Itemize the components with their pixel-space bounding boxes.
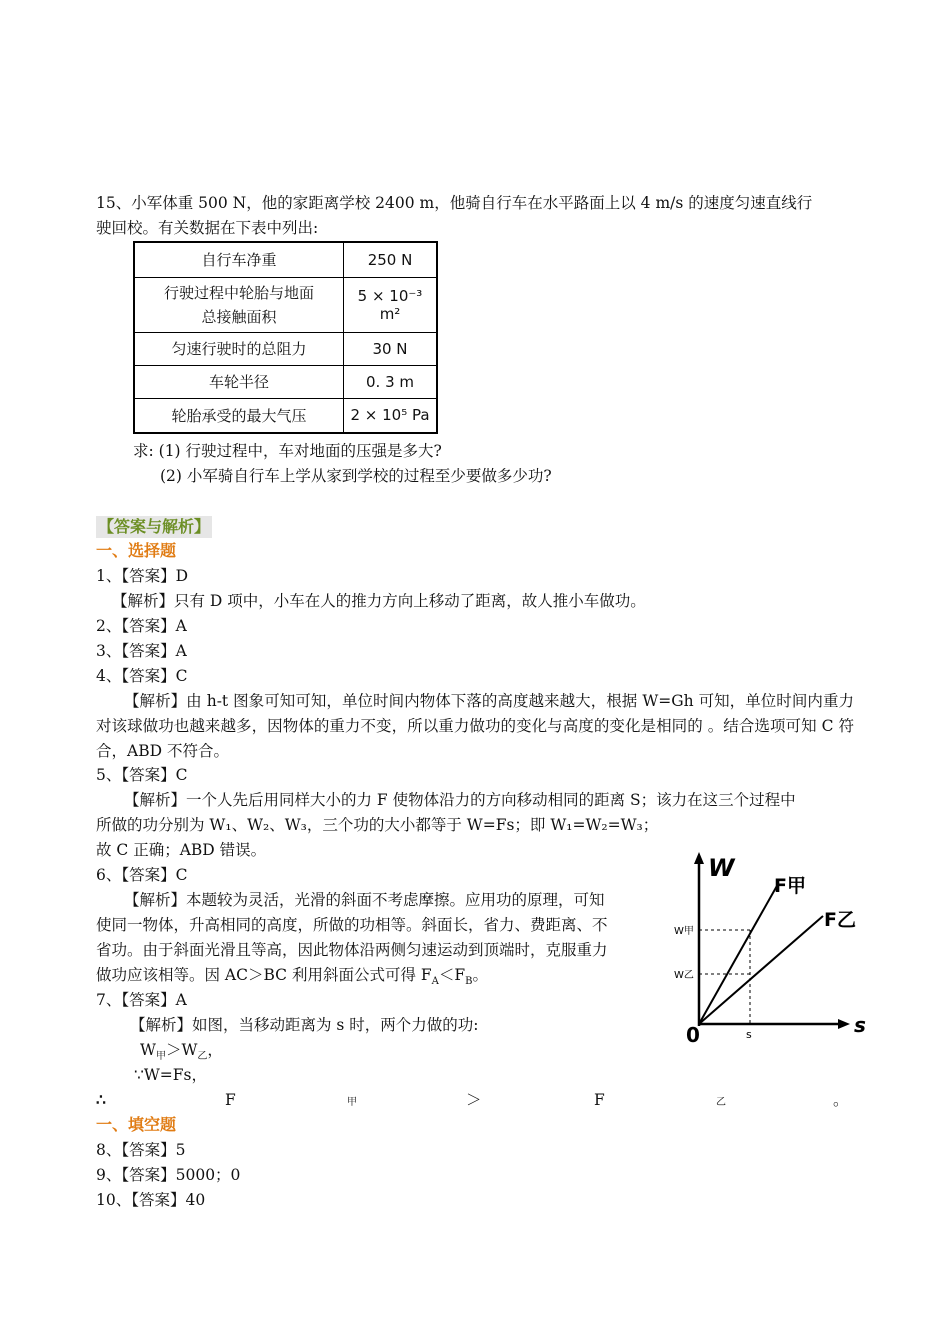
e7-sub-jia: 甲: [155, 1051, 166, 1063]
answer-7: 7、【答案】A: [96, 991, 187, 1009]
explanation-4: [96, 689, 854, 764]
tick-w-yi: W乙: [674, 970, 694, 981]
e6-sub-a: A: [431, 976, 439, 988]
e7-w: W: [140, 1041, 156, 1059]
x-axis-label: s: [854, 1013, 866, 1037]
answers-header: 【答案与解析】: [98, 517, 211, 536]
e7-f2: F: [594, 1091, 605, 1109]
explanation-5-line1: 【解析】一个人先后用同样大小的力 F 使物体沿力的方向移动相同的距离 S；该力在这三个过程中: [124, 791, 796, 809]
e7-gt: ＞W: [165, 1041, 198, 1059]
e6-sub-b: B: [465, 976, 473, 988]
label-f-yi: F乙: [824, 909, 856, 931]
explanation-1: 【解析】只有 D 项中，小车在人的推力方向上移动了距离，故人推小车做功。: [112, 592, 646, 610]
e7-therefore: ∴: [96, 1090, 106, 1109]
table-cell: 2 × 10⁵ Pa: [344, 398, 438, 433]
answer-1: 1、【答案】D: [96, 567, 189, 585]
y-axis-label: W: [708, 854, 735, 882]
e6-mid: ＜F: [438, 966, 466, 984]
e7-f1: F: [225, 1091, 236, 1109]
table-cell: 自行车净重: [134, 242, 344, 277]
explanation-5-line3: 故 C 正确；ABD 错误。: [96, 841, 267, 859]
label-f-jia: F甲: [774, 875, 806, 897]
y-axis-arrow: [694, 852, 704, 864]
line-f-jia: [699, 884, 778, 1024]
q15-ask1: 求: (1) 行驶过程中，车对地面的压强是多大?: [133, 442, 442, 460]
explanation-6-line1: 【解析】本题较为灵活，光滑的斜面不考虑摩擦。应用功的原理，可知: [124, 891, 605, 909]
table-cell: 0. 3 m: [344, 365, 438, 398]
e7-period: 。: [833, 1091, 849, 1109]
bike-data-table: [133, 241, 438, 434]
explanation-7-line3: ∵W=Fs，: [134, 1066, 207, 1084]
explanation-5-line2: 所做的功分别为 W₁、W₂、W₃，三个功的大小都等于 W=Fs；即 W₁=W₂=W₃；: [96, 816, 659, 834]
q15-line1: 15、小军体重 500 N，他的家距离学校 2400 m，他骑自行车在水平路面上以 4 m/s 的速度匀速直线行: [96, 194, 813, 212]
contact-area-label: [164, 284, 314, 326]
table-cell: 250 N: [344, 242, 438, 277]
answer-4: 4、【答案】C: [96, 667, 188, 685]
answer-8: 8、【答案】5: [96, 1141, 186, 1159]
q15-line2: 驶回校。有关数据在下表中列出:: [96, 219, 319, 237]
origin-label: 0: [686, 1023, 700, 1046]
table-cell: 车轮半径: [134, 365, 344, 398]
e7-jia: 甲: [347, 1097, 357, 1108]
answer-5: 5、【答案】C: [96, 766, 188, 784]
answer-9: 9、【答案】5000；0: [96, 1166, 241, 1184]
e7-gt-sign: ＞: [466, 1091, 482, 1109]
x-axis-arrow: [838, 1019, 850, 1029]
e7-sub-yi: 乙: [197, 1051, 208, 1063]
answer-10: 10、【答案】40: [96, 1191, 206, 1209]
table-cell: [134, 277, 344, 332]
tick-s: s: [746, 1028, 752, 1041]
e6-text: 做功应该相等。因 AC＞BC 利用斜面公式可得 F: [96, 966, 432, 984]
table-cell: 30 N: [344, 332, 438, 365]
explanation-6-line3: 省功。由于斜面光滑且等高，因此物体沿两侧匀速运动到顶端时，克服重力: [96, 941, 608, 959]
table-cell: 匀速行驶时的总阻力: [134, 332, 344, 365]
contact-area-label-line: 总接触面积: [201, 307, 277, 326]
answer-6: 6、【答案】C: [96, 866, 188, 884]
explanation-4-text: 【解析】由 h-t 图象可知可知，单位时间内物体下落的高度越来越大，根据 W=Gh 可知，单位时间内重力对该球做功也越来越多，因物体的重力不变，所以重力做功的变化与高度的变化是相同的 。结合选项可知 C 符合，ABD 不符合。: [96, 692, 854, 760]
table-cell: 轮胎承受的最大气压: [134, 398, 344, 433]
e7-yi: 乙: [716, 1097, 726, 1108]
answer-2: 2、【答案】A: [96, 617, 187, 635]
line-f-yi: [699, 916, 823, 1024]
q15-ask2: (2) 小军骑自行车上学从家到学校的过程至少要做多少功?: [160, 467, 552, 485]
e7-comma: ，: [207, 1041, 223, 1059]
table-cell: 5 × 10⁻³ m²: [344, 277, 438, 332]
e6-end: 。: [472, 966, 489, 984]
tick-w-jia: W甲: [674, 926, 694, 937]
contact-area-label-line: 行驶过程中轮胎与地面: [163, 283, 314, 302]
section-choice-title: 一、选择题: [96, 541, 177, 560]
answer-3: 3、【答案】A: [96, 642, 187, 660]
section-fill-title: 一、填空题: [96, 1115, 177, 1134]
work-distance-graph: [666, 846, 876, 1046]
explanation-7-line1: 【解析】如图，当移动距离为 s 时，两个力做的功:: [130, 1016, 479, 1034]
explanation-6-line2: 使同一物体，升高相同的高度，所做的功相等。斜面长，省力、费距离、不: [96, 916, 608, 934]
